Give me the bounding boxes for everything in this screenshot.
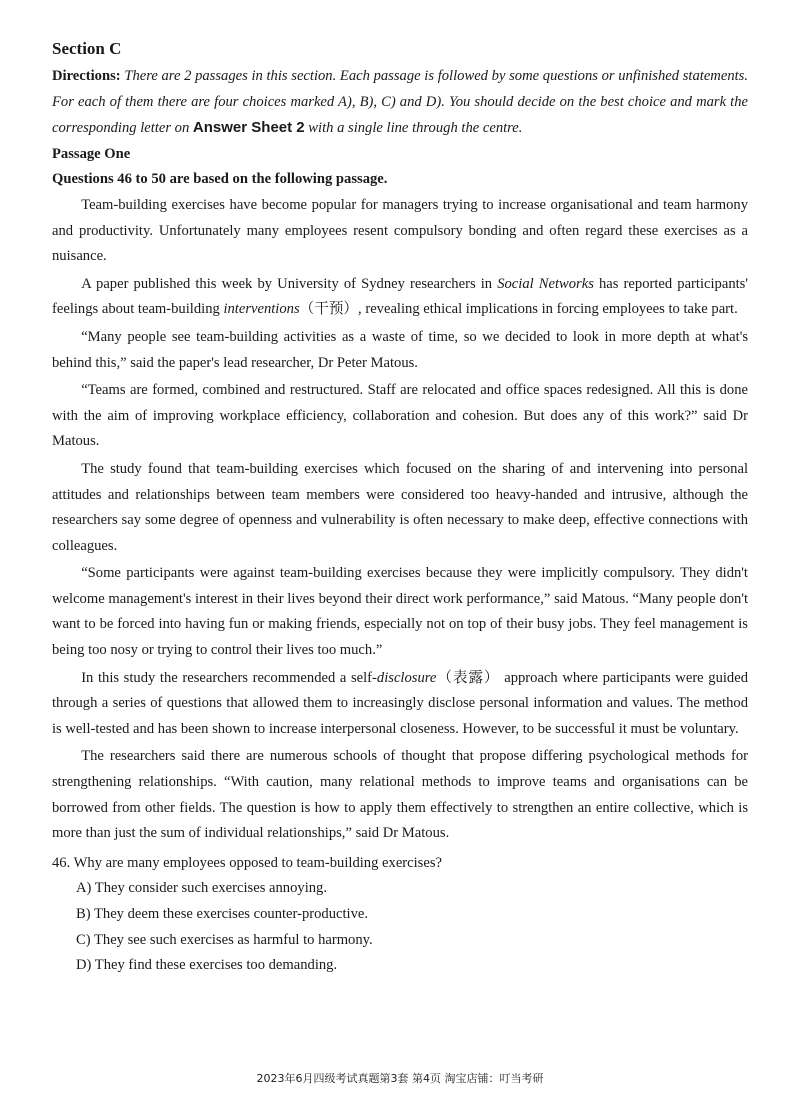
paragraph-8: The researchers said there are numerous schools of thought that propose differing psychological methods for strengthening relationships. “With caution, many relational methods to improve teams and organisations can be borrowed from other fields. The question is how to apply them effectively to strengthen an entire collective, which is more than just the sum of individual relationships,” said Dr Matous.	[52, 748, 748, 842]
paragraph-1: Team-building exercises have become popular for managers trying to increase organisational and team harmony and productivity. Unfortunately many employees resent compulsory bonding and often regard these exercises as a nuisance.	[52, 196, 748, 265]
paragraph-5: The study found that team-building exercises which focused on the sharing of and intervening into personal attitudes and relationships between team members were considered too heavy-handed and intrusive, although the researchers say some degree of openness and vulnerability is often necessary to make deep, effective connections with colleagues.	[52, 460, 748, 554]
paragraph-7-text-a: In this study the researchers recommended a self-	[81, 669, 377, 686]
page-footer: 2023年6月四级考试真题第3套 第4页 淘宝店铺：叮当考研	[256, 1072, 544, 1085]
paragraph-7-text-b: approach where participants were guided through a series of questions that allowed them to increasingly disclose personal information and values. The method is well-tested and has been shown to increase interpersonal closeness. However, to be successful it must be voluntary.	[52, 669, 748, 737]
question-46-stem: 46. Why are many employees opposed to team-building exercises?	[52, 854, 442, 871]
questions-note: Questions 46 to 50 are based on the following passage.	[52, 171, 388, 188]
gloss-disclosure: （表露）	[436, 669, 500, 686]
directions-label: Directions:	[52, 68, 121, 84]
paragraph-7	[52, 666, 748, 743]
paragraph-6: “Some participants were against team-building exercises because they were implicitly compulsory. They didn't welcome management's interest in their lives beyond their direct work performance,” said Matous. “Many people don't want to be forced into having fun or making friends, especially not on top of their busy jobs. They feel management is being too nosy or trying to control their lives too much.”	[52, 565, 748, 659]
section-title: Section C	[52, 39, 122, 58]
choice-a: A) They consider such exercises annoying.	[76, 880, 327, 897]
choice-c: C) They see such exercises as harmful to harmony.	[76, 931, 373, 948]
answer-sheet-label: Answer Sheet 2	[192, 119, 305, 137]
directions-text-end: with a single line through the centre.	[304, 120, 523, 137]
choice-b: B) They deem these exercises counter-productive.	[76, 906, 369, 922]
paragraph-4: “Teams are formed, combined and restructured. Staff are relocated and office spaces redesigned. All this is done with the aim of improving workplace efficiency, collaboration and cohesion. But does any of this work?” said Dr Matous.	[52, 382, 748, 450]
directions	[52, 64, 748, 142]
choice-d: D) They find these exercises too demanding.	[76, 957, 338, 974]
journal-name: Social Networks	[497, 275, 594, 292]
gloss-interventions: （干预）	[299, 301, 359, 318]
paragraph-2-text-a: A paper published this week by University of Sydney researchers in	[81, 275, 498, 292]
term-disclosure: disclosure	[376, 669, 437, 686]
paragraph-3: “Many people see team-building activities as a waste of time, so we decided to look in more depth at what's behind this,” said the paper's lead researcher, Dr Peter Matous.	[52, 328, 748, 371]
paragraph-2-text-b: has reported participants' feelings about team-building	[52, 275, 748, 318]
paragraph-2	[52, 272, 748, 323]
passage-label: Passage One	[52, 145, 131, 162]
directions-text: There are 2 passages in this section. Each passage is followed by some questions or unfinished statements. For each of them there are four choices marked A), B), C) and D). You should decide on the best choice and mark the corresponding letter on	[52, 68, 748, 137]
term-interventions: interventions	[223, 301, 300, 318]
paragraph-2-text-c: , revealing ethical implications in forcing employees to take part.	[358, 301, 738, 318]
